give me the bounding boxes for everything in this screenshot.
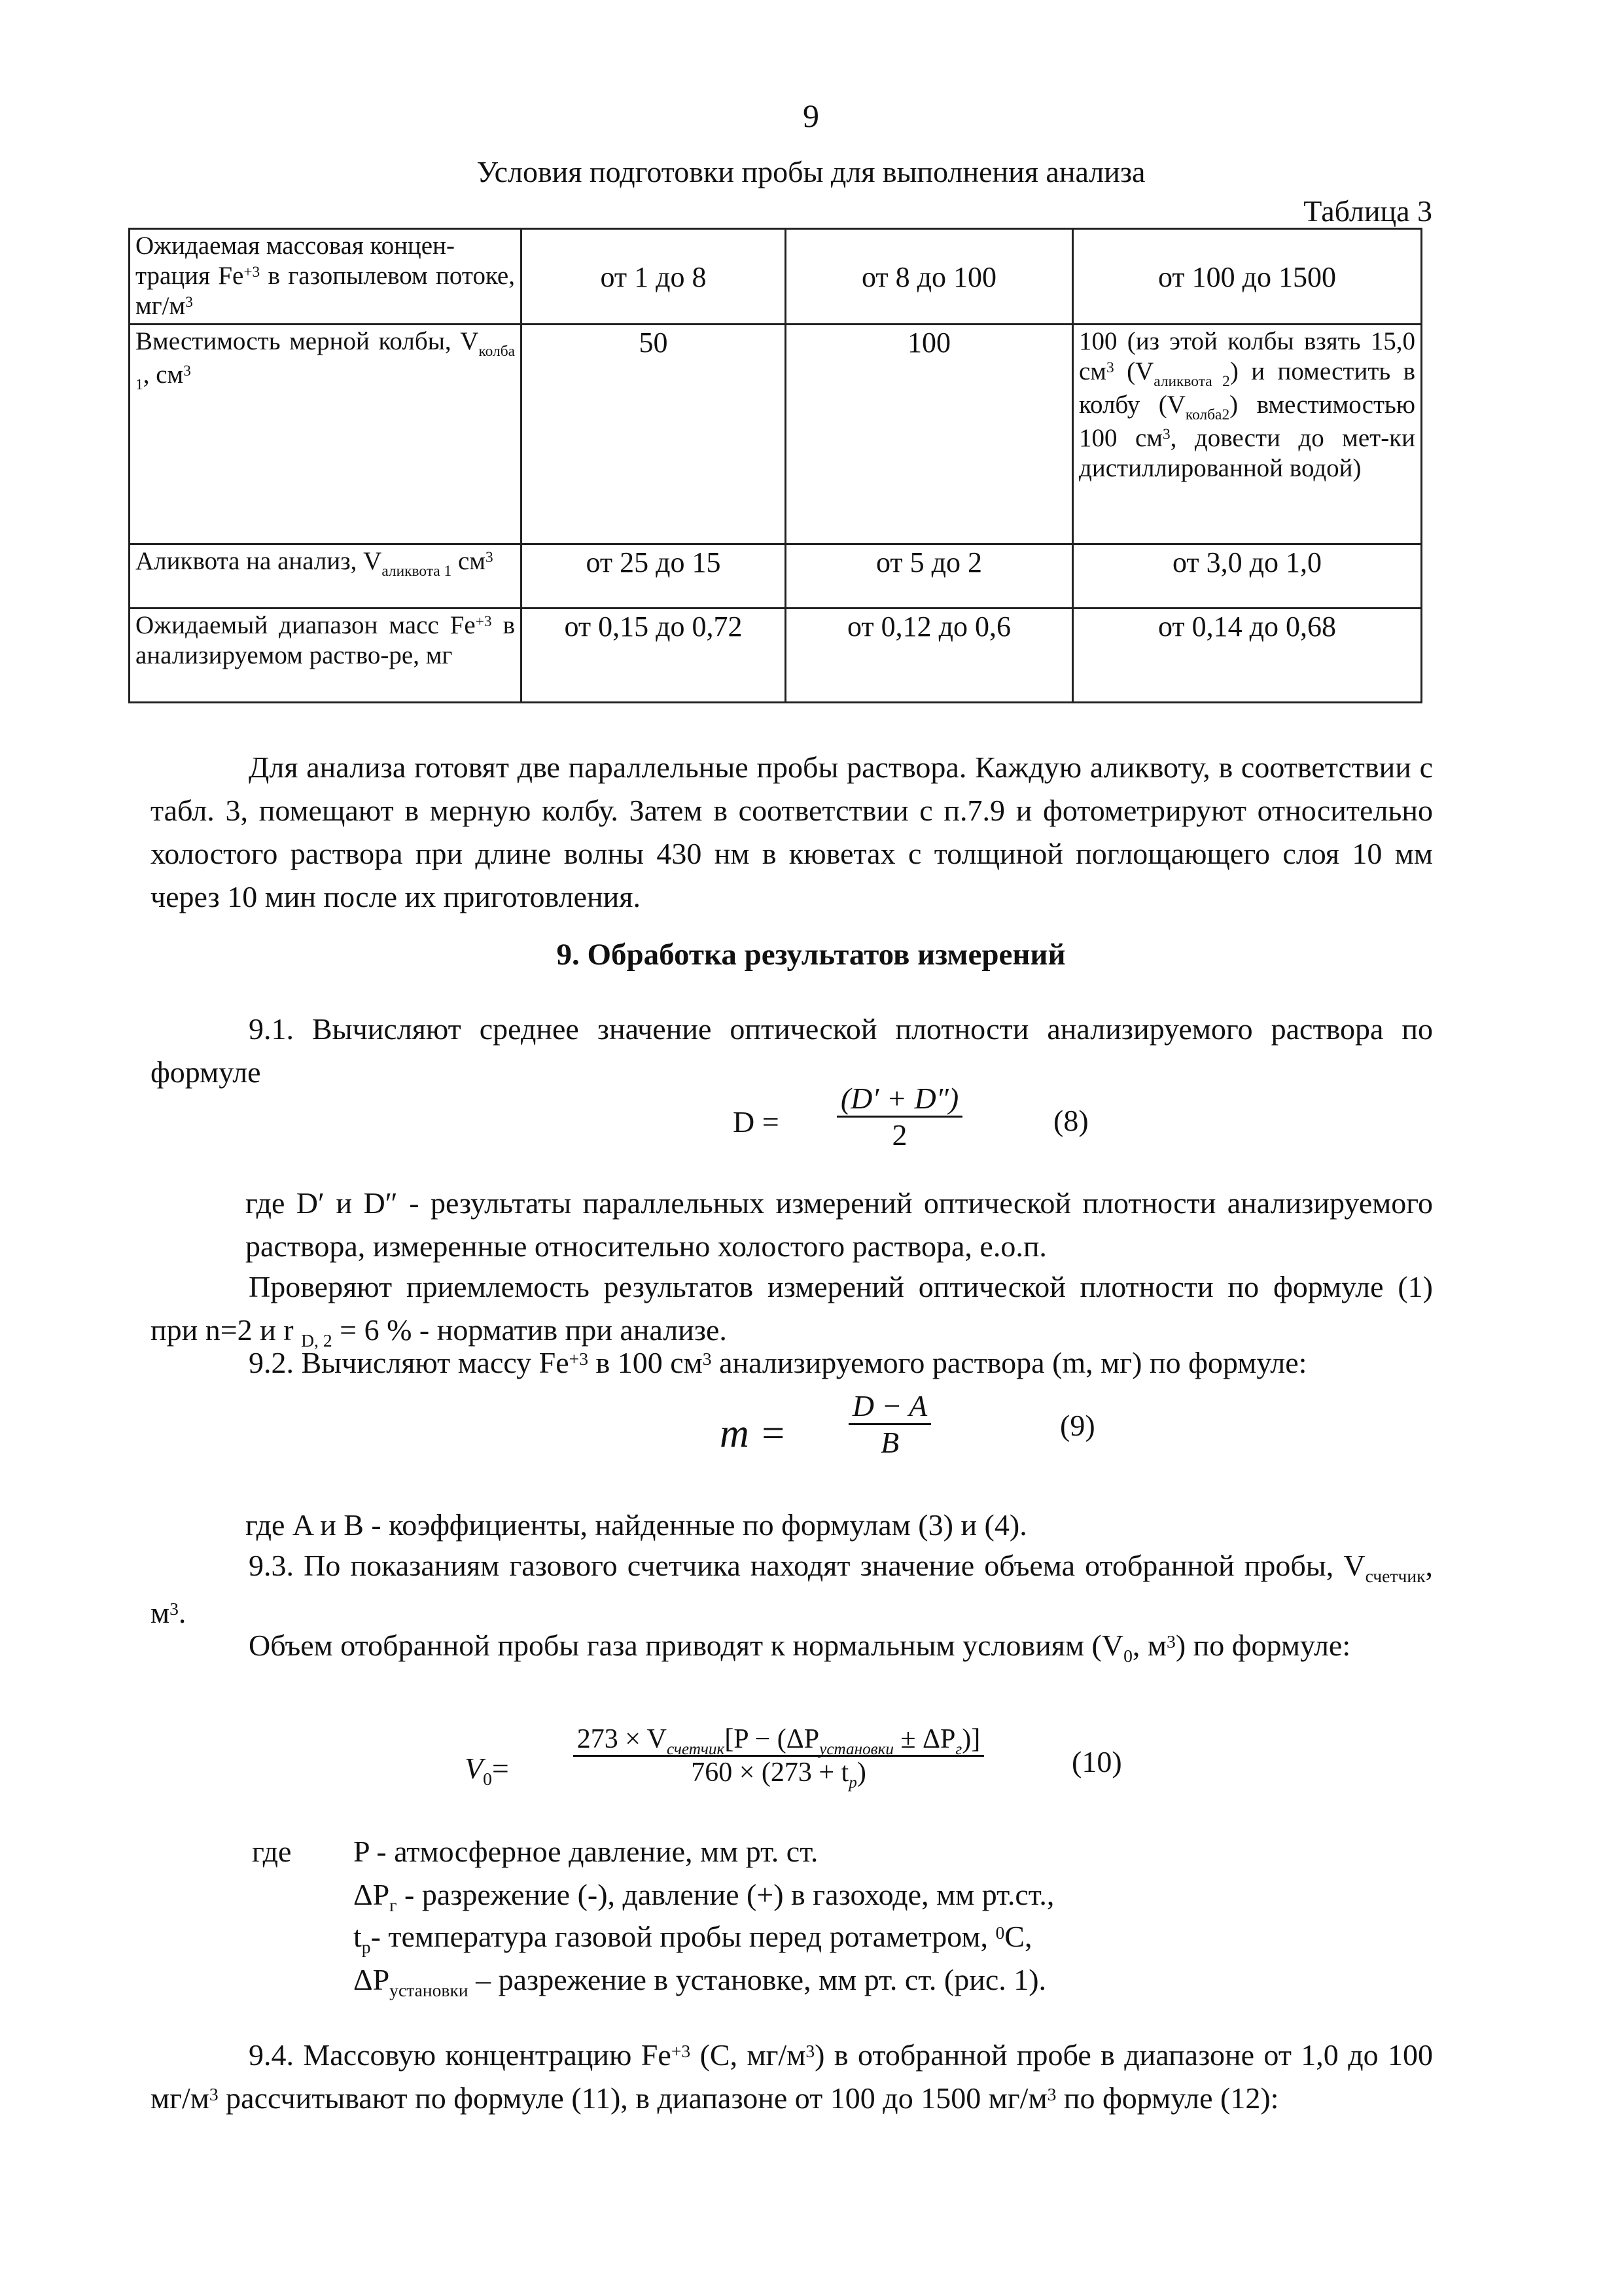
- paragraph-9-2: 9.2. Вычисляют массу $Fe^{+3}$ в 100 $см^3$ анализируемого раствора (m, мг) по формуле:: [249, 1346, 1307, 1379]
- where-9: где A и B - коэффициенты, найденные по формулам (3) и (4).: [245, 1508, 1027, 1542]
- definition-pressure: P - атмосферное давление, мм рт. ст.: [353, 1835, 819, 1868]
- formula-lhs: $V_0=$: [465, 1752, 509, 1789]
- formula-number: (8): [1053, 1104, 1089, 1137]
- table-row: [130, 609, 1422, 703]
- where-8: где D′ и D″ - результаты параллельных измерений оптической плотности анализируемого раствора, измеренные относительно холостого раствора, е.о.п.: [245, 1186, 1433, 1263]
- table-cell: от 0,12 до 0,6: [786, 609, 1073, 703]
- formula-lhs: D =: [733, 1105, 779, 1139]
- table-cell: Аликвота на анализ, $V_{аликвота 1}$ $см^3$: [130, 544, 521, 609]
- formula-fraction: [530, 1723, 1027, 1792]
- paragraph-9-1: 9.1. Вычисляют среднее значение оптической плотности анализируемого раствора по формуле: [150, 1012, 1433, 1089]
- definition-delta-p-g: $\Delta P_г$ - разрежение (-), давление (+) в газоходе, мм рт.ст.,: [353, 1878, 1055, 1915]
- formula-number: (10): [1072, 1745, 1122, 1778]
- paragraph-check: Проверяют приемлемость результатов измерений оптической плотности по формуле (1) при n=2 и r $_{D, 2}$ = 6 % - норматив при анализе.: [150, 1270, 1433, 1351]
- definition-delta-p-installation: $\Delta P_{установки}$ – разрежение в установке, мм рт. ст. (рис. 1).: [353, 1963, 1047, 2000]
- formula-numerator: (D′ + D″): [837, 1081, 962, 1118]
- formula-fraction: [824, 1388, 955, 1460]
- paragraph-normalize: Объем отобранной пробы газа приводят к нормальным условиям ($V_0$, $м^3$) по формуле:: [249, 1629, 1351, 1666]
- table-row: [130, 325, 1422, 544]
- table-cell: Ожидаемый диапазон масс $Fe^{+3}$ в анализируемом раство-ре, мг: [130, 609, 521, 703]
- table-title: Условия подготовки пробы для выполнения анализа: [476, 155, 1146, 188]
- formula-lhs: m =: [720, 1411, 787, 1456]
- where-10-word: где: [252, 1835, 292, 1868]
- paragraph-9-4: 9.4. Массовую концентрацию $Fe^{+3}$ (С, $мг/м^3$) в отобранной пробе в диапазоне от 1,0 до 100 $мг/м^3$ рассчитывают по формуле (11), в диапазоне от 100 до 1500 $мг/м^3$ по формуле (12):: [150, 2038, 1433, 2115]
- formula-denominator: $760 \times (273 + t_р)$: [691, 1757, 866, 1792]
- table-cell: от 8 до 100: [786, 229, 1073, 325]
- paragraph-9-3: 9.3. По показаниям газового счетчика находят значение объема отобранной пробы, $V_{счетчик}$, $м^3$.: [150, 1549, 1433, 1629]
- formula-numerator: $273 \times V_{счетчик}[P - (\Delta P_{установки} \pm \Delta P_г)]$: [573, 1723, 984, 1757]
- page-number: 9: [803, 97, 819, 134]
- table-cell: Ожидаемая массовая концен- трация $Fe^{+3}$ в газопылевом потоке, $мг/м^3$: [130, 229, 521, 325]
- table-3: [128, 228, 1422, 703]
- table-cell: от 25 до 15: [521, 544, 786, 609]
- formula-fraction: [795, 1081, 1004, 1152]
- formula-number: (9): [1060, 1409, 1095, 1442]
- table-cell: от 0,14 до 0,68: [1073, 609, 1422, 703]
- table-cell: 50: [521, 325, 786, 544]
- paragraph-preparation: Для анализа готовят две параллельные пробы раствора. Каждую аликвоту, в соответствии с табл. 3, помещают в мерную колбу. Затем в соответствии с п.7.9 и фотометрируют относительно холостого раствора при длине волны 430 нм в кюветах с толщиной поглощающего слоя 10 мм через 10 мин после их приготовления.: [150, 751, 1433, 913]
- definition-temperature: $t_р-$ температура газовой пробы перед ротаметром, $^0$С,: [353, 1920, 1032, 1957]
- table-cell: от 0,15 до 0,72: [521, 609, 786, 703]
- table-cell: 100: [786, 325, 1073, 544]
- formula-denominator: B: [880, 1426, 900, 1459]
- table-cell: от 5 до 2: [786, 544, 1073, 609]
- table-cell: от 1 до 8: [521, 229, 786, 325]
- section-heading: 9. Обработка результатов измерений: [556, 938, 1066, 972]
- table-row: [130, 229, 1422, 325]
- formula-9: [720, 1388, 968, 1474]
- formula-numerator: D − A: [849, 1388, 932, 1425]
- table-row: [130, 544, 1422, 609]
- table-cell: от 100 до 1500: [1073, 229, 1422, 325]
- formula-10: [465, 1723, 1027, 1815]
- formula-denominator: 2: [892, 1118, 908, 1152]
- table-cell: от 3,0 до 1,0: [1073, 544, 1422, 609]
- table-cell: 100 (из этой колбы взять 15,0 $см^3$ $(V_{аликвота 2})$ и поместить в колбу $(V_{колба2})$ вместимостью 100 $см^3$, довести до мет-ки дистиллированной водой): [1073, 325, 1422, 544]
- table-cell: Вместимость мерной колбы, $V_{колба 1}$, $см^3$: [130, 325, 521, 544]
- table-label: Таблица 3: [1303, 194, 1432, 228]
